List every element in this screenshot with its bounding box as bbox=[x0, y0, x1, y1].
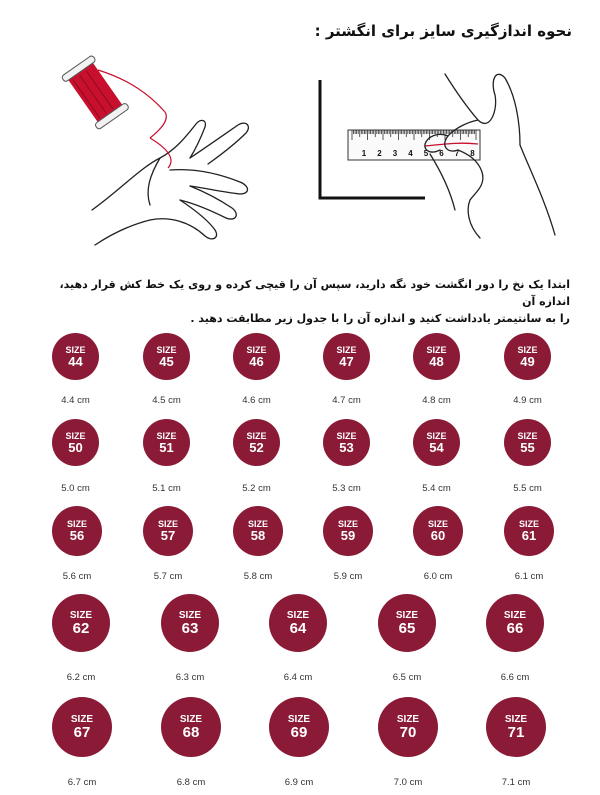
size-number: 64 bbox=[289, 619, 307, 637]
size-number: 58 bbox=[250, 528, 266, 543]
size-label: SIZE bbox=[69, 609, 93, 621]
ruler-number: 4 bbox=[408, 149, 413, 158]
size-number: 59 bbox=[340, 528, 356, 543]
size-number: 49 bbox=[520, 353, 535, 369]
size-label: SIZE bbox=[156, 344, 177, 355]
ruler-number: 1 bbox=[361, 149, 367, 158]
measuring-illustration bbox=[0, 50, 600, 255]
size-badge-54 bbox=[413, 419, 460, 466]
size-cm-64: 6.4 cm bbox=[283, 672, 313, 683]
size-cm-47: 4.7 cm bbox=[332, 395, 361, 406]
size-badge-59 bbox=[323, 506, 373, 556]
size-cm-51: 5.1 cm bbox=[152, 483, 181, 494]
size-badge-47 bbox=[323, 333, 370, 380]
size-label: SIZE bbox=[65, 430, 86, 441]
size-cm-65: 6.5 cm bbox=[392, 672, 422, 683]
size-number: 50 bbox=[68, 439, 83, 455]
size-label: SIZE bbox=[517, 430, 538, 441]
instructions-line-1: ابتدا یک نخ را دور انگشت خود نگه دارید، سپس آن را قیچی کرده و روی یک خط کش قرار دهید، اندازه آن bbox=[59, 278, 570, 308]
size-cm-57: 5.7 cm bbox=[153, 571, 183, 582]
size-label: SIZE bbox=[396, 713, 420, 725]
hand-with-thread-illustration bbox=[92, 120, 248, 245]
size-label: SIZE bbox=[286, 609, 310, 621]
ruler-number: 7 bbox=[454, 149, 460, 158]
size-badge-56 bbox=[52, 506, 102, 556]
size-badge-60 bbox=[413, 506, 463, 556]
size-cm-49: 4.9 cm bbox=[513, 395, 542, 406]
size-badge-71 bbox=[486, 697, 546, 757]
instructions-line-2: را به سانتیمتر یادداشت کنید و اندازه آن را با جدول زیر مطابقت دهید . bbox=[190, 312, 570, 325]
size-badge-67 bbox=[52, 697, 112, 757]
size-number: 48 bbox=[429, 353, 444, 369]
size-badge-62 bbox=[52, 594, 110, 652]
size-cm-59: 5.9 cm bbox=[333, 571, 363, 582]
size-label: SIZE bbox=[517, 344, 538, 355]
size-badge-68 bbox=[161, 697, 221, 757]
size-label: SIZE bbox=[336, 430, 357, 441]
size-number: 57 bbox=[160, 528, 176, 543]
size-number: 68 bbox=[182, 723, 200, 741]
size-cm-54: 5.4 cm bbox=[422, 483, 451, 494]
size-number: 44 bbox=[68, 353, 83, 369]
size-badge-61 bbox=[504, 506, 554, 556]
size-badge-66 bbox=[486, 594, 544, 652]
size-cm-50: 5.0 cm bbox=[61, 483, 90, 494]
size-number: 69 bbox=[290, 723, 308, 741]
size-label: SIZE bbox=[66, 519, 87, 529]
size-badge-52 bbox=[233, 419, 280, 466]
size-number: 56 bbox=[69, 528, 85, 543]
size-cm-48: 4.8 cm bbox=[422, 395, 451, 406]
size-cm-71: 7.1 cm bbox=[501, 777, 531, 788]
size-cm-53: 5.3 cm bbox=[332, 483, 361, 494]
size-number: 67 bbox=[73, 723, 91, 741]
size-number: 45 bbox=[159, 353, 174, 369]
size-badge-69 bbox=[269, 697, 329, 757]
size-cm-61: 6.1 cm bbox=[514, 571, 544, 582]
size-label: SIZE bbox=[246, 344, 267, 355]
size-cm-66: 6.6 cm bbox=[500, 672, 530, 683]
size-number: 55 bbox=[520, 439, 535, 455]
ruler-number: 8 bbox=[470, 149, 475, 158]
size-number: 61 bbox=[521, 528, 537, 543]
size-badge-53 bbox=[323, 419, 370, 466]
size-label: SIZE bbox=[178, 609, 202, 621]
size-number: 54 bbox=[429, 439, 444, 455]
size-label: SIZE bbox=[247, 519, 268, 529]
size-label: SIZE bbox=[246, 430, 267, 441]
size-number: 47 bbox=[339, 353, 354, 369]
size-label: SIZE bbox=[426, 344, 447, 355]
size-cm-69: 6.9 cm bbox=[284, 777, 314, 788]
size-badge-70 bbox=[378, 697, 438, 757]
size-cm-45: 4.5 cm bbox=[152, 395, 181, 406]
size-label: SIZE bbox=[504, 713, 528, 725]
size-badge-55 bbox=[504, 419, 551, 466]
thread-spool-icon bbox=[61, 55, 171, 168]
ruler-number: 6 bbox=[439, 149, 444, 158]
size-cm-56: 5.6 cm bbox=[62, 571, 92, 582]
size-badge-51 bbox=[143, 419, 190, 466]
size-number: 71 bbox=[507, 723, 525, 741]
ruler-number: 2 bbox=[377, 149, 382, 158]
size-badge-50 bbox=[52, 419, 99, 466]
size-cm-46: 4.6 cm bbox=[242, 395, 271, 406]
size-label: SIZE bbox=[156, 430, 177, 441]
size-badge-64 bbox=[269, 594, 327, 652]
size-number: 65 bbox=[398, 619, 416, 637]
size-badge-44 bbox=[52, 333, 99, 380]
size-number: 66 bbox=[506, 619, 524, 637]
size-badge-58 bbox=[233, 506, 283, 556]
size-badge-63 bbox=[161, 594, 219, 652]
size-label: SIZE bbox=[427, 519, 448, 529]
size-number: 46 bbox=[249, 353, 264, 369]
size-cm-60: 6.0 cm bbox=[423, 571, 453, 582]
ruler-illustration bbox=[320, 80, 480, 198]
size-badge-46 bbox=[233, 333, 280, 380]
size-label: SIZE bbox=[503, 609, 527, 621]
size-number: 51 bbox=[159, 439, 174, 455]
size-cm-70: 7.0 cm bbox=[393, 777, 423, 788]
size-number: 52 bbox=[249, 439, 264, 455]
size-number: 53 bbox=[339, 439, 354, 455]
size-label: SIZE bbox=[157, 519, 178, 529]
size-label: SIZE bbox=[336, 344, 357, 355]
size-number: 70 bbox=[399, 723, 417, 741]
size-label: SIZE bbox=[65, 344, 86, 355]
size-label: SIZE bbox=[426, 430, 447, 441]
size-cm-58: 5.8 cm bbox=[243, 571, 273, 582]
size-label: SIZE bbox=[518, 519, 539, 529]
size-number: 60 bbox=[430, 528, 446, 543]
size-label: SIZE bbox=[337, 519, 358, 529]
size-label: SIZE bbox=[70, 713, 94, 725]
size-cm-44: 4.4 cm bbox=[61, 395, 90, 406]
size-label: SIZE bbox=[287, 713, 311, 725]
size-badge-49 bbox=[504, 333, 551, 380]
size-label: SIZE bbox=[179, 713, 203, 725]
size-cm-52: 5.2 cm bbox=[242, 483, 271, 494]
size-label: SIZE bbox=[395, 609, 419, 621]
ruler-number: 5 bbox=[423, 149, 429, 158]
size-cm-67: 6.7 cm bbox=[67, 777, 97, 788]
size-badge-45 bbox=[143, 333, 190, 380]
size-number: 62 bbox=[72, 619, 90, 637]
size-badge-48 bbox=[413, 333, 460, 380]
size-cm-68: 6.8 cm bbox=[176, 777, 206, 788]
ruler-number: 3 bbox=[392, 149, 398, 158]
page-title: نحوه اندازگیری سایز برای انگشتر : bbox=[314, 22, 572, 40]
size-cm-55: 5.5 cm bbox=[513, 483, 542, 494]
size-cm-62: 6.2 cm bbox=[66, 672, 96, 683]
size-cm-63: 6.3 cm bbox=[175, 672, 205, 683]
size-number: 63 bbox=[181, 619, 199, 637]
instructions bbox=[30, 276, 570, 327]
size-badge-57 bbox=[143, 506, 193, 556]
size-badge-65 bbox=[378, 594, 436, 652]
